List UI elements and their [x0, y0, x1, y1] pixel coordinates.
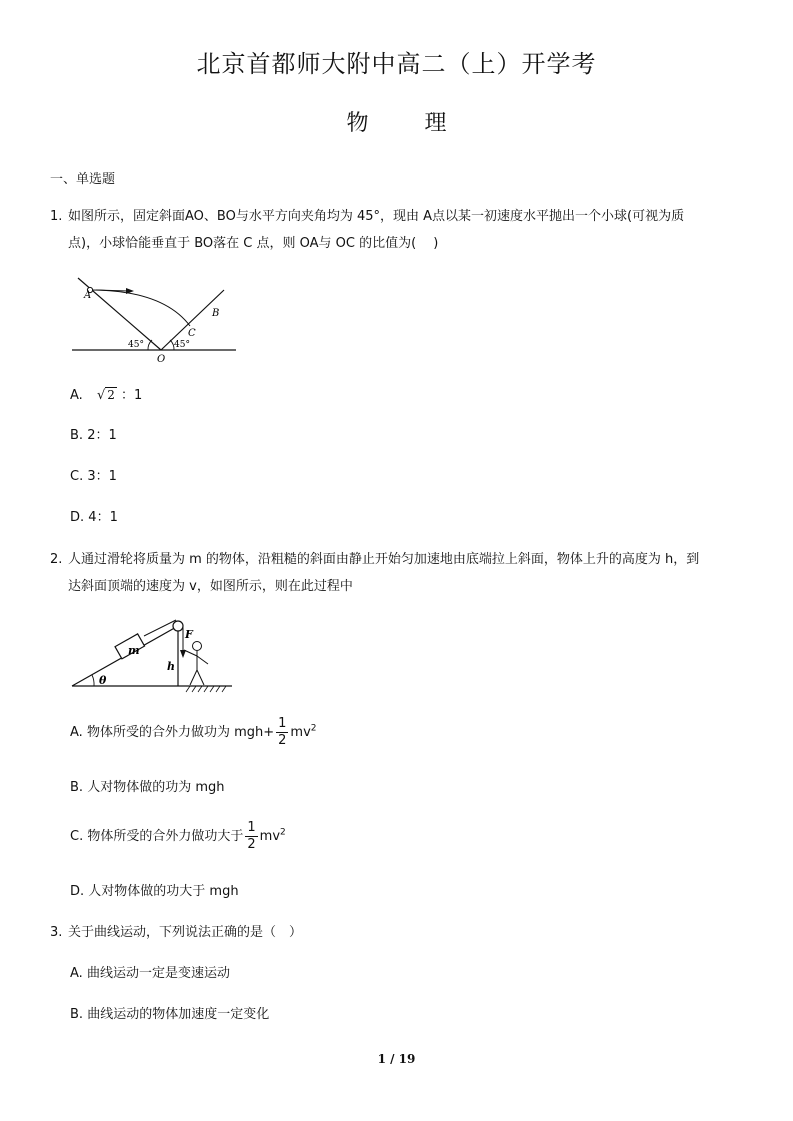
option-text: 4：1 [88, 510, 118, 525]
option-text: 曲线运动一定是变速运动 [86, 966, 230, 981]
fraction [276, 716, 288, 749]
question-number: 3. [50, 925, 63, 940]
option-text: 物体所受的合外力做功大于 [87, 829, 244, 844]
section-heading: 一、单选题 [50, 172, 116, 187]
label-m: m [128, 644, 140, 657]
question-text-line: 如图所示，固定斜面AO、BO与水平方向夹角均为 45°，现由 A点以某一初速度水平抛出一个小球(可视为质 [68, 209, 685, 224]
fraction-numerator: 1 [278, 716, 287, 731]
radicand: 2 [107, 388, 115, 402]
label-theta: θ [99, 674, 107, 687]
label-O: O [157, 354, 166, 364]
option-text: ：1 [121, 388, 143, 403]
label-B: B [212, 308, 220, 319]
question-number: 1. [50, 209, 63, 224]
label-angle-right: 45° [174, 340, 190, 350]
option-letter: B. [70, 780, 84, 795]
option-text: 2：1 [87, 428, 117, 443]
label-h: h [167, 660, 175, 673]
page-title: 北京首都师大附中高二（上）开学考 [196, 50, 597, 78]
figure-pulley-incline [68, 614, 236, 694]
option-1d[interactable] [70, 508, 118, 528]
option-2b[interactable] [70, 778, 225, 798]
option-letter: B. [70, 428, 84, 443]
exponent: 2 [280, 827, 286, 838]
question-text-line: 点)，小球恰能垂直于 BO落在 C 点，则 OA与 OC 的比值为( ) [68, 236, 439, 251]
option-text: 人对物体做的功为 mgh [87, 780, 225, 795]
option-letter: D. [70, 510, 85, 525]
option-1b[interactable] [70, 426, 117, 446]
option-3a[interactable] [70, 964, 230, 984]
question-3 [50, 919, 750, 946]
option-text: 物体所受的合外力做功为 mgh+ [86, 725, 275, 740]
option-letter: A. [70, 725, 83, 740]
option-1a[interactable] [70, 385, 142, 406]
option-text: mv [259, 829, 281, 844]
page-number: 1 / 19 [377, 1052, 416, 1066]
option-letter: A. [70, 388, 83, 403]
option-letter: D. [70, 884, 85, 899]
label-A: A [84, 290, 92, 301]
fraction-denominator: 2 [247, 837, 256, 852]
option-letter: B. [70, 1007, 84, 1022]
sqrt-expression: √ 2 [96, 388, 115, 403]
fraction [245, 820, 257, 853]
option-2a[interactable] [70, 716, 317, 749]
question-text-line: 达斜面顶端的速度为 v，如图所示，则在此过程中 [68, 579, 353, 594]
subject-char-2: 理 [424, 111, 447, 136]
fraction-denominator: 2 [278, 733, 287, 748]
option-text: mv [290, 725, 311, 740]
question-1 [50, 203, 750, 257]
question-2 [50, 546, 750, 600]
option-2c[interactable] [70, 820, 286, 853]
fraction-numerator: 1 [247, 820, 256, 835]
subject-char-1: 物 [346, 111, 369, 136]
option-3b[interactable] [70, 1005, 269, 1025]
label-F: F [185, 628, 193, 641]
option-letter: A. [70, 966, 83, 981]
exponent: 2 [310, 723, 317, 734]
option-text: 曲线运动的物体加速度一定变化 [87, 1007, 270, 1022]
option-letter: C. [70, 829, 84, 844]
question-number: 2. [50, 552, 63, 567]
option-letter: C. [70, 469, 84, 484]
option-text: 人对物体做的功大于 mgh [88, 884, 239, 899]
question-text-line: 人通过滑轮将质量为 m 的物体，沿粗糙的斜面由静止开始匀加速地由底端拉上斜面，物体上升的高度为 h，到 [68, 552, 700, 567]
option-1c[interactable] [70, 467, 117, 487]
label-angle-left: 45° [128, 340, 144, 350]
label-C: C [188, 328, 196, 339]
option-text: 3：1 [87, 469, 117, 484]
figure-projectile-incline [68, 268, 248, 364]
option-2d[interactable] [70, 882, 239, 902]
question-text-line: 关于曲线运动，下列说法正确的是（ ） [68, 925, 303, 940]
subject-heading [0, 106, 793, 137]
